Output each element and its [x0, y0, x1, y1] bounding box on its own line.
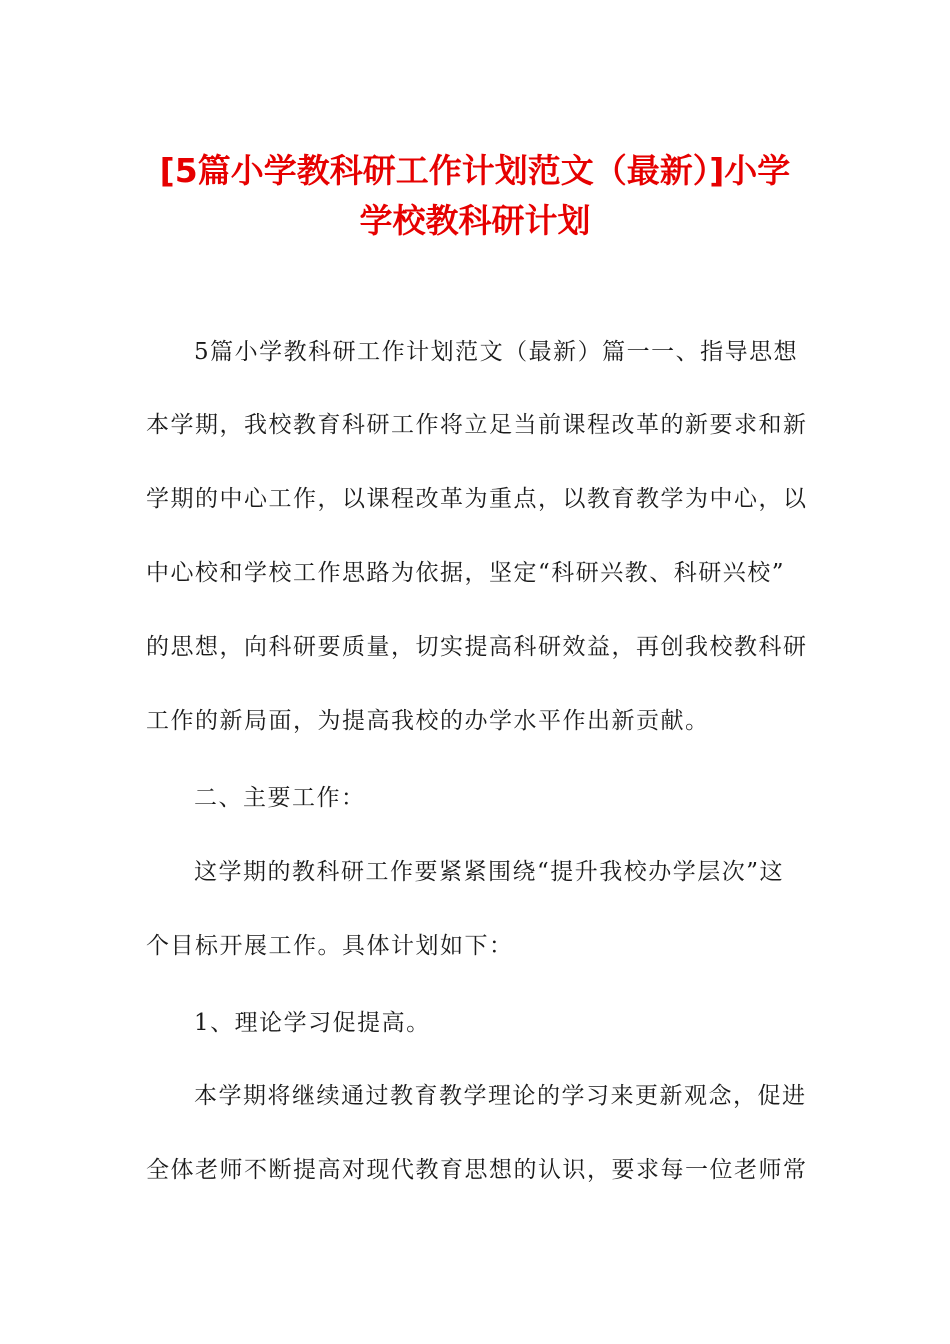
- section-heading: 二、主要工作：: [194, 785, 366, 811]
- title-line-1: [5篇小学教科研工作计划范文（最新）]小学: [159, 151, 791, 190]
- paragraph-line: 个目标开展工作。具体计划如下：: [146, 933, 514, 959]
- paragraph-line: 学期的中心工作，以课程改革为重点，以教育教学为中心，以: [146, 486, 808, 512]
- paragraph-line: 工作的新局面，为提高我校的办学水平作出新贡献。: [146, 708, 710, 734]
- paragraph-line: 本学期将继续通过教育教学理论的学习来更新观念，促进: [194, 1083, 807, 1109]
- paragraph-line: 本学期，我校教育科研工作将立足当前课程改革的新要求和新: [146, 412, 808, 438]
- paragraph-line: 中心校和学校工作思路为依据，坚定“科研兴教、科研兴校”: [146, 560, 786, 586]
- document-title: [100, 146, 850, 246]
- subsection-heading: 1、理论学习促提高。: [194, 1010, 431, 1036]
- paragraph-line: 这学期的教科研工作要紧紧围绕“提升我校办学层次”这: [194, 859, 785, 885]
- paragraph-line: 5篇小学教科研工作计划范文（最新）篇一一、指导思想: [194, 339, 799, 365]
- paragraph-line: 的思想，向科研要质量，切实提高科研效益，再创我校教科研: [146, 634, 808, 660]
- title-line-2: 学校教科研计划: [359, 201, 591, 240]
- paragraph-line: 全体老师不断提高对现代教育思想的认识，要求每一位老师常: [146, 1157, 808, 1183]
